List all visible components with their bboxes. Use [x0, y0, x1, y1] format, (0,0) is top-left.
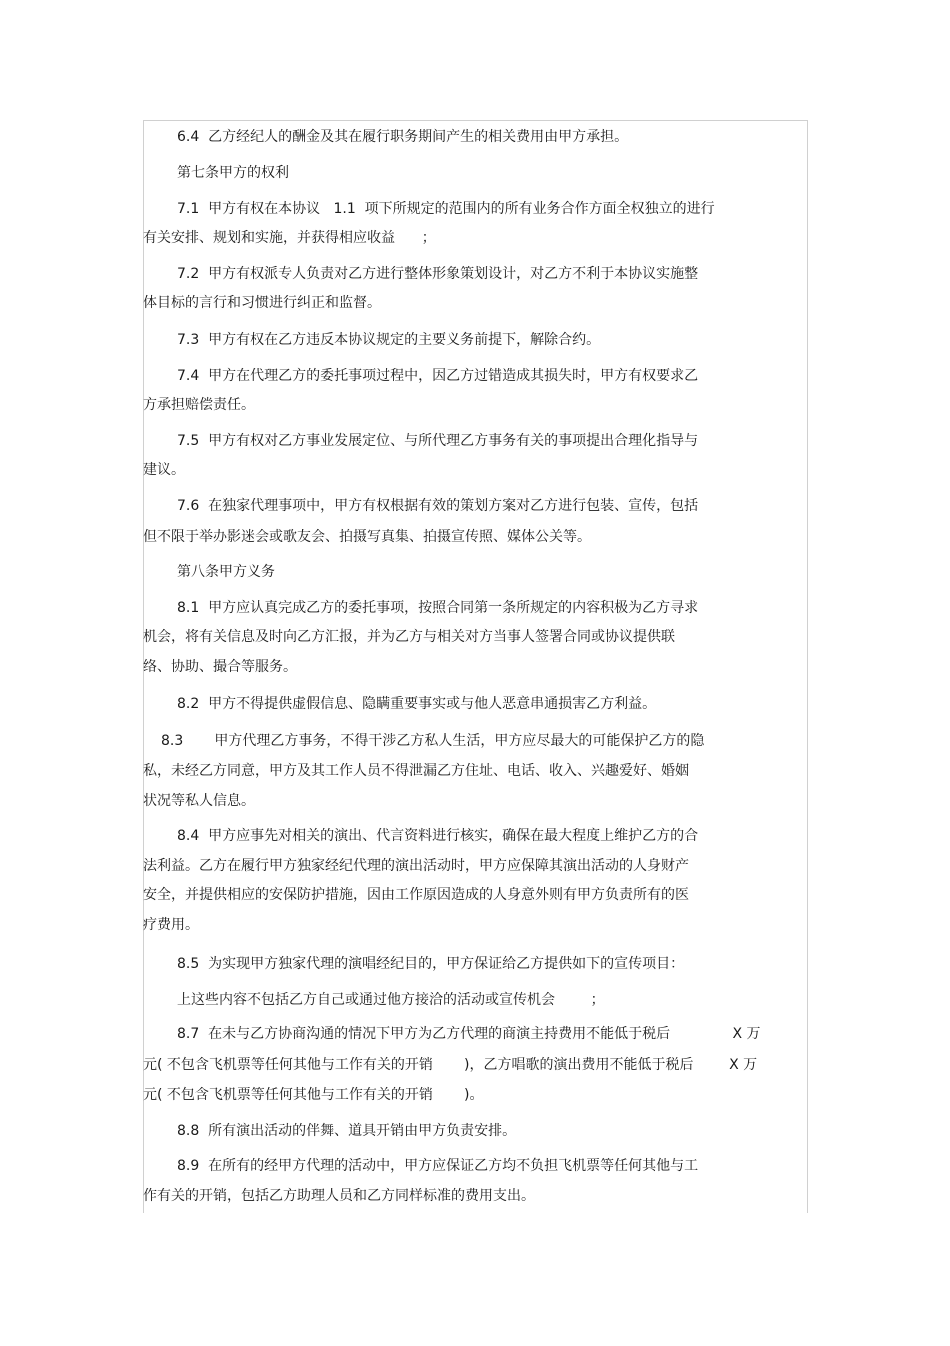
text-line: 法利益。乙方在履行甲方独家经纪代理的演出活动时，甲方应保障其演出活动的人身财产 [143, 858, 689, 874]
text-line: 8.9 在所有的经甲方代理的活动中，甲方应保证乙方均不负担飞机票等任何其他与工 [177, 1158, 699, 1174]
text-line: 上这些内容不包括乙方自己或通过他方接洽的活动或宣传机会 ； [177, 992, 605, 1008]
text-line: 7.3 甲方有权在乙方违反本协议规定的主要义务前提下，解除合约。 [177, 332, 601, 348]
text-line: 疗费用。 [143, 917, 199, 933]
text-line: 机会，将有关信息及时向乙方汇报，并为乙方与相关对方当事人签署合同或协议提供联 [143, 629, 675, 645]
text-line: 有关安排、规划和实施，并获得相应收益 ； [143, 230, 436, 246]
text-line: 7.2 甲方有权派专人负责对乙方进行整体形象策划设计，对乙方不利于本协议实施整 [177, 266, 699, 282]
text-line: 作有关的开销，包括乙方助理人员和乙方同样标准的费用支出。 [143, 1188, 535, 1204]
text-line: 8.2 甲方不得提供虚假信息、隐瞒重要事实或与他人恶意串通损害乙方利益。 [177, 696, 657, 712]
text-line: 8.1 甲方应认真完成乙方的委托事项，按照合同第一条所规定的内容积极为乙方寻求 [177, 600, 699, 616]
text-line: 方承担赔偿责任。 [143, 397, 255, 413]
text-line: 私，未经乙方同意，甲方及其工作人员不得泄漏乙方住址、电话、收入、兴趣爱好、婚姻 [143, 763, 689, 779]
section-heading: 第七条甲方的权利 [177, 165, 289, 181]
text-line: 8.5 为实现甲方独家代理的演唱经纪目的，甲方保证给乙方提供如下的宣传项目： [177, 956, 685, 972]
text-line: 但不限于举办影迷会或歌友会、拍摄写真集、拍摄宣传照、媒体公关等。 [143, 529, 591, 545]
text-line: 8.7 在未与乙方协商沟通的情况下甲方为乙方代理的商演主持费用不能低于税后 X 万 [177, 1026, 761, 1042]
text-line: 8.3 甲方代理乙方事务，不得干涉乙方私人生活，甲方应尽最大的可能保护乙方的隐 [161, 733, 705, 749]
text-line: 7.4 甲方在代理乙方的委托事项过程中，因乙方过错造成其损失时，甲方有权要求乙 [177, 368, 699, 384]
text-line: 7.6 在独家代理事项中，甲方有权根据有效的策划方案对乙方进行包装、宣传，包括 [177, 498, 699, 514]
text-line: 7.5 甲方有权对乙方事业发展定位、与所代理乙方事务有关的事项提出合理化指导与 [177, 433, 699, 449]
text-line: 6.4 乙方经纪人的酬金及其在履行职务期间产生的相关费用由甲方承担。 [177, 129, 629, 145]
text-line: 8.4 甲方应事先对相关的演出、代言资料进行核实，确保在最大程度上维护乙方的合 [177, 828, 699, 844]
text-line: 状况等私人信息。 [143, 793, 255, 809]
text-line: 安全，并提供相应的安保防护措施，因由工作原因造成的人身意外则有甲方负责所有的医 [143, 887, 689, 903]
text-line: 元( 不包含飞机票等任何其他与工作有关的开销 )，乙方唱歌的演出费用不能低于税后 X 万 [143, 1057, 758, 1073]
section-heading: 第八条甲方义务 [177, 564, 275, 580]
text-line: 元( 不包含飞机票等任何其他与工作有关的开销 )。 [143, 1087, 484, 1103]
text-line: 8.8 所有演出活动的伴舞、道具开销由甲方负责安排。 [177, 1123, 517, 1139]
text-line: 体目标的言行和习惯进行纠正和监督。 [143, 295, 381, 311]
text-line: 7.1 甲方有权在本协议 1.1 项下所规定的范围内的所有业务合作方面全权独立的进行 [177, 201, 715, 217]
text-line: 络、协助、撮合等服务。 [143, 659, 297, 675]
text-line: 建议。 [143, 462, 185, 478]
